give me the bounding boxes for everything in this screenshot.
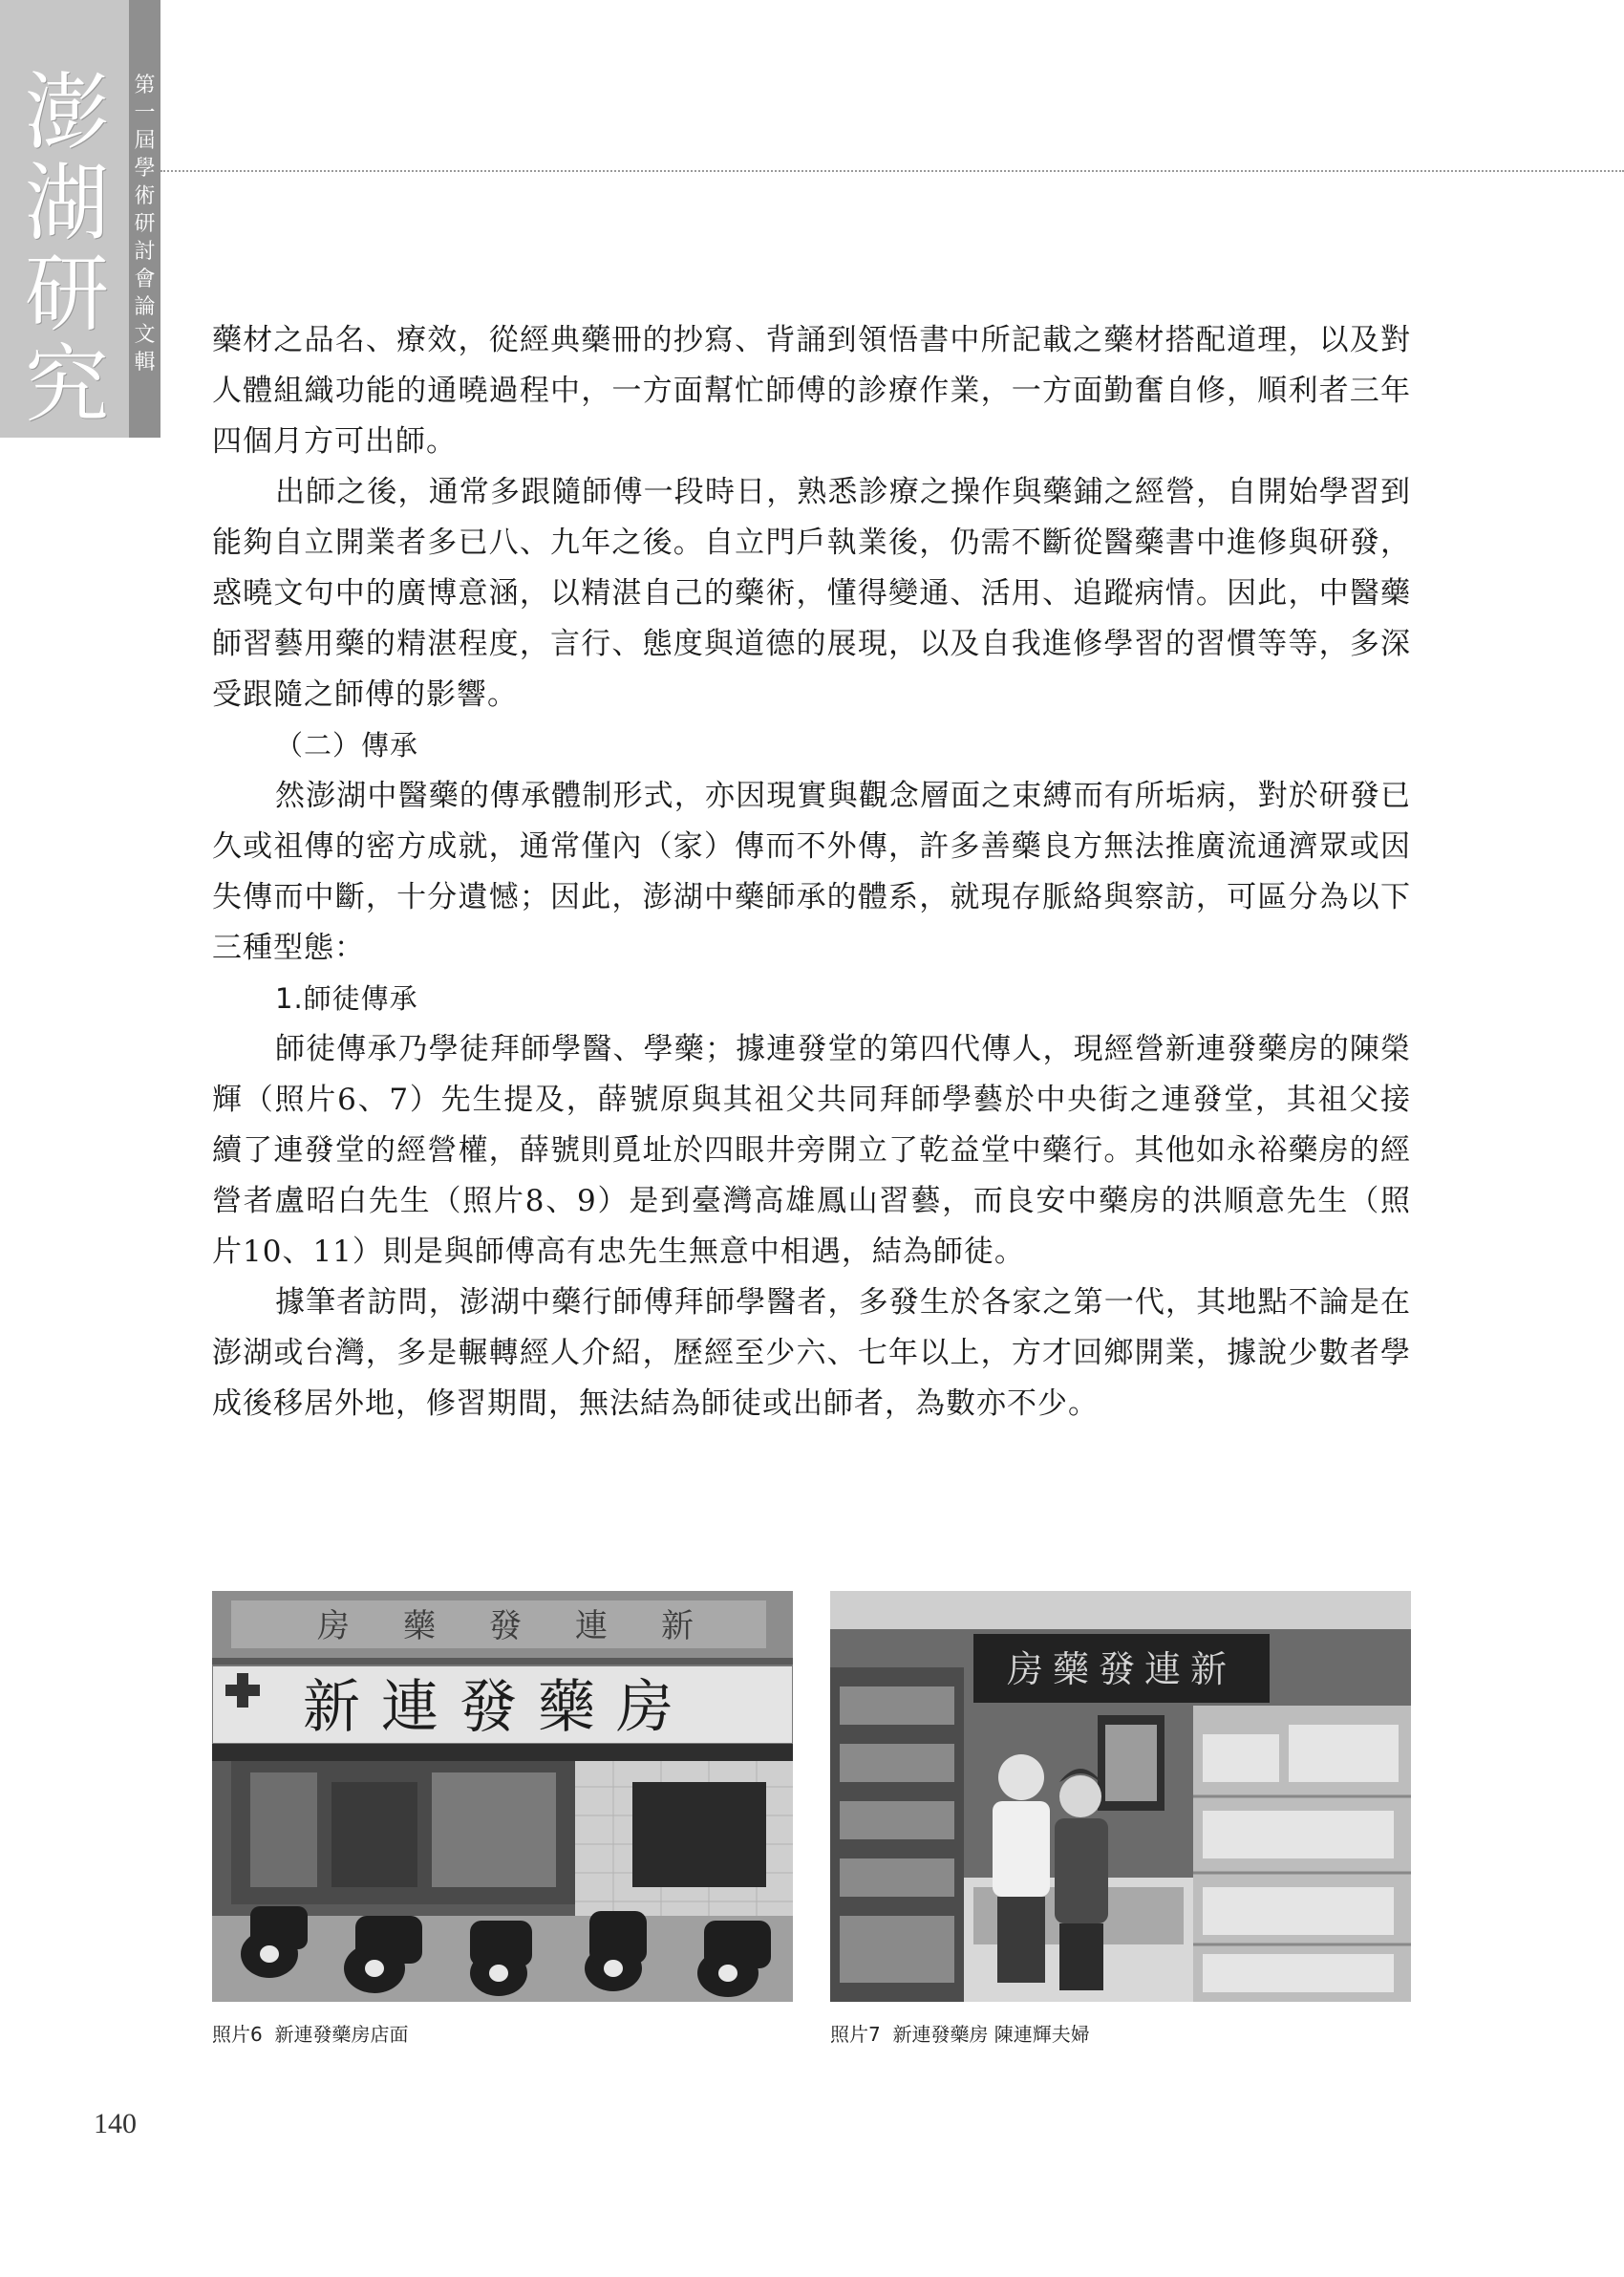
- subtitle-char: 輯: [134, 351, 156, 375]
- subtitle-char: 論: [134, 295, 156, 319]
- paragraph: 師徒傳承乃學徒拜師學醫、學藥；據連發堂的第四代傳人，現經營新連發藥房的陳榮輝（照片6、7）先生提及，薛號原與其祖父共同拜師學藝於中央街之連發堂，其祖父接續了連發堂的經營權，薛號則覓址於四眼井旁開立了乾益堂中藥行。其他如永裕藥房的經營者盧昭白先生（照片8、9）是到臺灣高雄鳳山習藝，而良安中藥房的洪順意先生（照片10、11）則是與師傅高有忠先生無意中相遇，結為師徒。: [212, 1032, 1411, 1269]
- journal-subtitle: [129, 72, 160, 376]
- upper-sign-char: 新: [661, 1607, 694, 1645]
- subtitle-char: 學: [134, 157, 156, 181]
- subtitle-char: 一: [134, 101, 156, 125]
- couple-illustration: [830, 1591, 1411, 2002]
- subtitle-char: 第: [134, 74, 156, 97]
- banner-sign: 房藥發連新: [1006, 1648, 1237, 1690]
- subtitle-char: 屆: [134, 129, 156, 153]
- photo-caption: 照片6 新連發藥房店面: [212, 2023, 409, 2046]
- photo-couple: [830, 1591, 1411, 2002]
- photo-caption: 照片7 新連發藥房 陳連輝夫婦: [830, 2023, 1090, 2046]
- subtitle-char: 文: [134, 323, 156, 347]
- subtitle-char: 術: [134, 184, 156, 208]
- paragraph: 出師之後，通常多跟隨師傅一段時日，熟悉診療之操作與藥鋪之經營，自開始學習到能夠自立開業者多已八、九年之後。自立門戶執業後，仍需不斷從醫藥書中進修與研發，惑曉文句中的廣博意涵，以精湛自己的藥術，懂得變通、活用、追蹤病情。因此，中醫藥師習藝用藥的精湛程度，言行、態度與道德的展現，以及自我進修學習的習慣等等，多深受跟隨之師傅的影響。: [212, 475, 1411, 712]
- upper-sign-char: 藥: [403, 1607, 436, 1645]
- subtitle-char: 討: [134, 240, 156, 264]
- upper-sign-char: 發: [489, 1607, 522, 1645]
- page-number: 140: [94, 2108, 137, 2139]
- photo-storefront: [212, 1591, 793, 2002]
- journal-title-char: 湖: [24, 154, 109, 252]
- subsection-heading: 1.師徒傳承: [275, 982, 418, 1015]
- journal-title-char: 澎: [24, 63, 109, 161]
- section-heading: （二）傳承: [275, 729, 419, 762]
- paragraph: 據筆者訪問，澎湖中藥行師傅拜師學醫者，多發生於各家之第一代，其地點不論是在澎湖或台灣，多是輾轉經人介紹，歷經至少六、七年以上，方才回鄉開業，據說少數者學成後移居外地，修習期間，無法結為師徒或出師者，為數亦不少。: [212, 1285, 1411, 1421]
- upper-sign-char: 連: [575, 1607, 608, 1645]
- paragraph: 然澎湖中醫藥的傳承體制形式，亦因現實與觀念層面之束縛而有所垢病，對於研發已久或祖傳的密方成就，通常僅內（家）傳而不外傳，許多善藥良方無法推廣流通濟眾或因失傳而中斷，十分遺憾；因此，澎湖中藥師承的體系，就現存脈絡與察訪，可區分為以下三種型態：: [212, 779, 1411, 965]
- header-divider: [160, 170, 1624, 172]
- journal-title-char: 究: [24, 335, 109, 434]
- journal-title: [19, 63, 115, 434]
- journal-title-char: 研: [24, 245, 109, 343]
- shop-sign: 新連發藥房: [303, 1674, 694, 1741]
- paragraph: 藥材之品名、療效，從經典藥冊的抄寫、背誦到領悟書中所記載之藥材搭配道理，以及對人體組織功能的通曉過程中，一方面幫忙師傅的診療作業，一方面勤奮自修，順利者三年四個月方可出師。: [212, 323, 1411, 459]
- subtitle-char: 會: [134, 268, 156, 291]
- article-body: [212, 315, 1411, 1429]
- storefront-illustration: [212, 1591, 793, 2002]
- subtitle-char: 研: [134, 212, 156, 236]
- upper-sign-char: 房: [317, 1607, 350, 1645]
